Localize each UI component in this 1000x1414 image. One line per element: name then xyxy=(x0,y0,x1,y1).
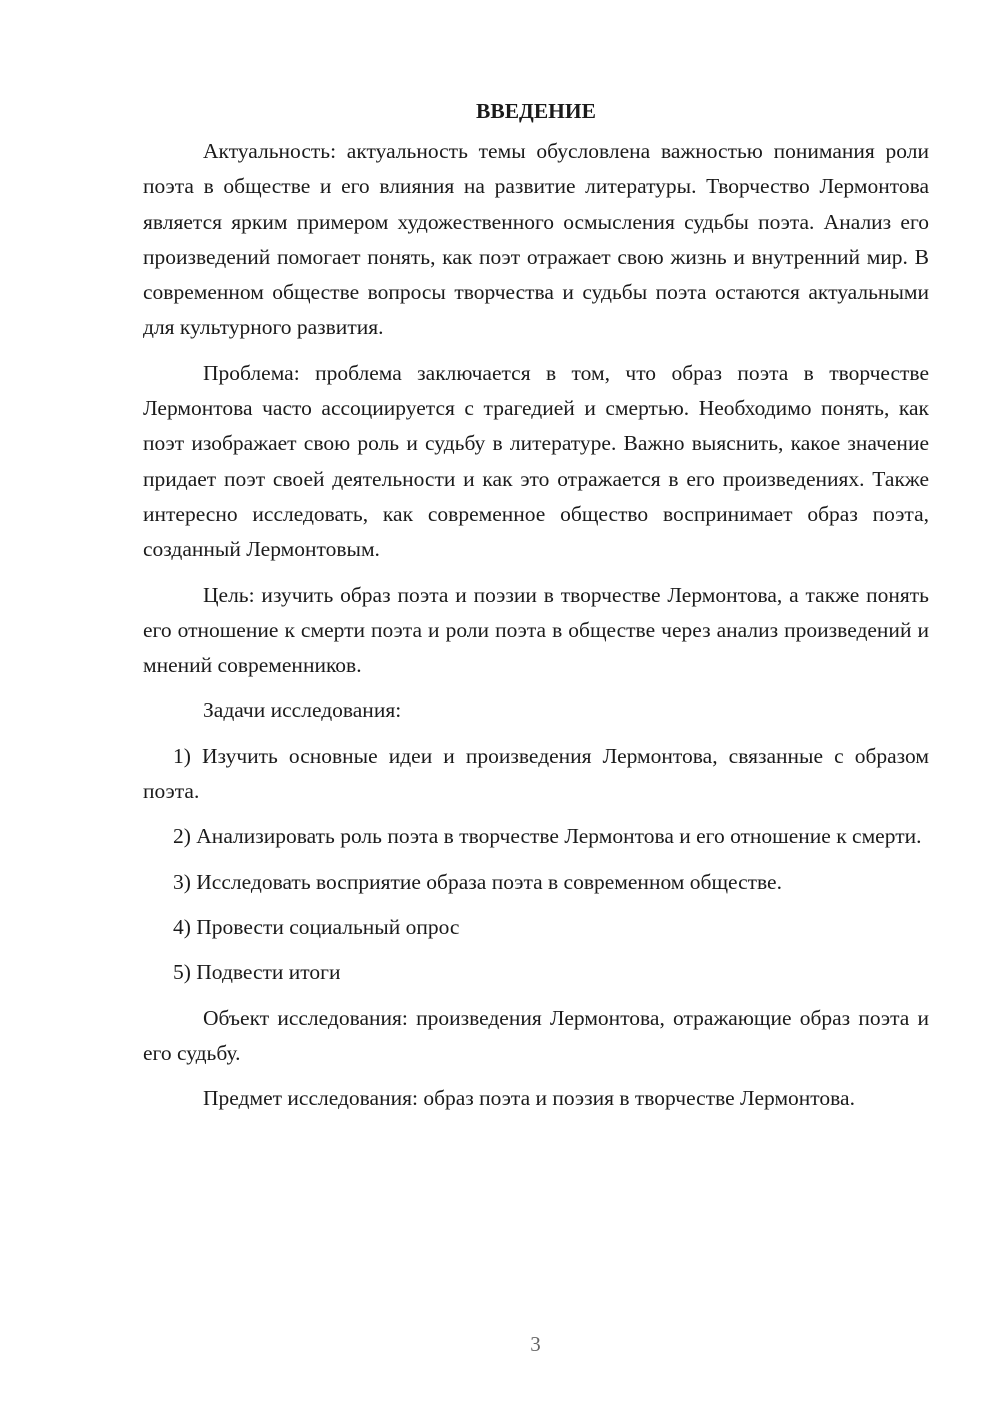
tasks-heading: Задачи исследования: xyxy=(203,698,402,723)
task-item-3: 3) Исследовать восприятие образа поэта в современном обществе. xyxy=(173,869,782,894)
paragraph-relevance: Актуальность: актуальность темы обусловлена важностью понимания роли поэта в обществе и его влияния на развитие литературы. Творчество Лермонтова является ярким примером художественного осмысления судьбы поэта. Анализ его произведений помогает понять, как поэт отражает свою жизнь и внутренний мир. В современном обществе вопросы творчества и судьбы поэта остаются актуальными для культурного развития. xyxy=(143,139,929,340)
paragraph-goal: Цель: изучить образ поэта и поэзии в творчестве Лермонтова, а также понять его отношение к смерти поэта и роли поэта в обществе через анализ произведений и мнений современников. xyxy=(143,582,929,678)
page-content xyxy=(143,96,929,1126)
paragraph-problem: Проблема: проблема заключается в том, что образ поэта в творчестве Лермонтова часто ассоциируется с трагедией и смертью. Необходимо понять, как поэт изображает свою роль и судьбу в литературе. Важно выяснить, какое значение придает поэт своей деятельности и как это отражается в его произведениях. Также интересно исследовать, как современное общество воспринимает образ поэта, созданный Лермонтовым. xyxy=(143,360,929,562)
task-item-2: 2) Анализировать роль поэта в творчестве Лермонтова и его отношение к смерти. xyxy=(173,824,922,849)
task-item-5: 5) Подвести итоги xyxy=(173,960,341,985)
section-heading: ВВЕДЕНИЕ xyxy=(476,99,596,123)
paragraph-object: Объект исследования: произведения Лермонтова, отражающие образ поэта и его судьбу. xyxy=(143,1005,929,1065)
page-number: 3 xyxy=(530,1332,541,1356)
paragraph-subject: Предмет исследования: образ поэта и поэзия в творчестве Лермонтова. xyxy=(203,1086,855,1111)
task-item-4: 4) Провести социальный опрос xyxy=(173,914,460,939)
task-item-1: 1) Изучить основные идеи и произведения Лермонтова, связанные с образом поэта. xyxy=(143,743,929,804)
